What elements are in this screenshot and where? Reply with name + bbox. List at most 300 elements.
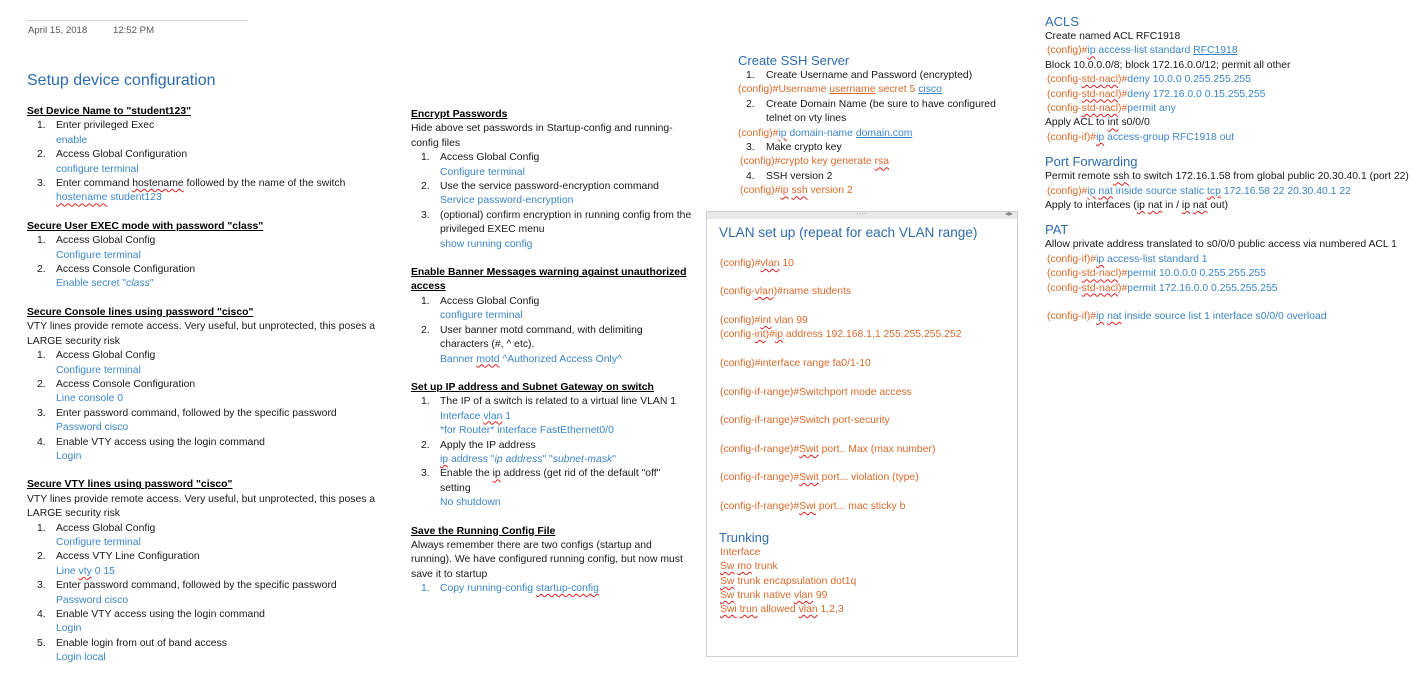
numbered-list [738,141,998,155]
text-span: (config)# [738,84,779,96]
text-span: cisco [918,84,942,96]
text-span: permit 172.16.0.0 0.255.255.255 [1127,282,1278,294]
section-heading: Set Device Name to "student123" [27,106,192,117]
text-span: (config)# [738,127,779,139]
spellcheck-flagged-word: ip [440,453,449,465]
list-number: 1. [421,396,430,408]
text-span: Access VTY Line Configuration [56,551,200,563]
numbered-list [27,234,387,292]
ssh-section[interactable] [738,53,998,69]
text-span: trunk encapsulation dot1q [734,576,857,587]
list-item [27,234,387,263]
text-span: Apply to interfaces ( [1045,200,1137,212]
text-span: Enable the [440,468,493,480]
numbered-list [411,582,693,596]
section-paragraph: VTY lines provide remote access. Very useful, but unprotected, this poses a LARGE security risk [27,321,376,347]
list-number: 2. [37,378,46,390]
list-item [27,407,387,436]
command-text: Login [56,623,82,635]
command-text: Configure terminal [56,249,141,261]
list-item [738,141,998,155]
text-span: (config- [1047,74,1082,86]
text-span: (config- [720,329,755,340]
spellcheck-flagged-word: ip [774,329,783,340]
text-span: User banner motd command, with delimiting characters (#, ^ etc). [440,324,643,351]
spellcheck-flagged-word: motd [476,353,500,365]
spellcheck-flagged-word: nat [1107,311,1122,323]
text-span: (config- [1047,88,1082,100]
list-number: 2. [37,551,46,563]
text-span: Enter command [56,178,133,190]
trunk-command [720,575,856,589]
list-item [27,263,387,292]
note-column-2[interactable] [411,108,693,597]
resize-icon[interactable]: ◂▸ [1004,209,1013,218]
note-column-1[interactable] [27,105,387,666]
text-span: Enable secret " [56,278,127,290]
text-span: access-list standard 1 [1104,253,1208,265]
text-span: Switch port-security [799,415,890,426]
list-number: 3. [421,209,430,221]
text-span: Access Console Configuration [56,378,196,390]
spellcheck-flagged-word: ip [778,127,787,139]
text-span: address (get rid of the default "off" setting [440,468,661,494]
spellcheck-flagged-word: vlan [793,590,813,601]
command-text [740,155,998,169]
section-heading: Save the Running Config File [411,525,556,537]
text-span: Access Global Config [56,350,156,362]
command-text [440,411,511,422]
text-span: Apply the IP address [440,439,536,451]
command-text [740,184,998,198]
command-text [738,83,998,97]
text-span: )# [1118,74,1128,86]
command-text: Password cisco [56,594,129,606]
section-paragraph: VTY lines provide remote access. Very useful, but unprotected, this poses a LARGE security risk [27,493,376,520]
drag-grip-icon[interactable]: ···· [856,209,867,218]
text-span: ^Authorized Access Only^ [499,353,622,365]
spellcheck-flagged-word: std-nacl [1081,88,1119,100]
command-text [56,566,115,577]
text-span: Access Global Config [56,235,156,247]
spellcheck-flagged-word: trun [739,604,758,615]
text-span: in / [1162,200,1182,212]
trunk-command [720,560,778,574]
list-item [27,522,387,551]
numbered-list [27,522,387,666]
text-span: vlan 99 [771,315,808,326]
command-text [56,278,154,289]
command-text: Configure terminal [56,536,141,548]
command-text [738,127,998,141]
text-span: 1 [502,410,512,422]
spellcheck-flagged-word: std-nacl [1081,268,1119,280]
spellcheck-flagged-word: int [1107,117,1119,129]
text-span: )# [765,329,775,340]
text-span: (config-if)# [1047,311,1097,323]
text-span: RFC1918 [1193,45,1238,57]
list-item [411,467,693,510]
spellcheck-flagged-word: int [754,329,766,340]
text-span: Access Global Config [56,522,156,534]
text-span: student123 [107,192,162,204]
list-number: 2. [37,264,46,276]
command-text [1047,310,1417,324]
text-span: permit 10.0.0.0 0.255.255.255 [1127,268,1266,280]
section-paragraph: Hide above set passwords in Startup-config and running-config files [411,123,673,149]
list-number: 1. [421,152,430,164]
command-text [1047,185,1417,199]
text-span: trunk [751,561,778,572]
text-span: Line [56,565,79,577]
text-span: Access Global Configuration [56,149,188,161]
text-span: Apply ACL to [1045,117,1108,129]
command-text: configure terminal [440,310,523,322]
text-span: Banner [440,353,477,365]
text-span: inside source list 1 interface s0/0/0 overload [1121,311,1327,323]
command-text: Login [56,450,82,462]
list-item [27,119,387,148]
text-span: username [829,84,876,96]
numbered-list [411,395,693,510]
text-span: (config)# [720,315,761,326]
text-span: followed by the name of the switch [183,178,346,190]
command-text [1047,253,1417,267]
text-span: Use the service password-encryption command [440,181,659,193]
vlan-command [720,414,890,428]
spellcheck-flagged-word: Sw [720,561,735,572]
text-line [1045,170,1417,184]
spellcheck-flagged-word: hostename [132,178,184,190]
trunking-title: Trunking [719,530,770,545]
spellcheck-flagged-word: ip [1136,200,1145,212]
text-span: " [149,278,154,290]
section-heading: Secure User EXEC mode with password "class" [27,220,264,232]
text-span: (config)# [720,358,761,369]
text-span: )# [773,286,783,297]
text-span: (config)# [720,258,761,269]
text-line [1045,199,1417,213]
text-line: Allow private address translated to s0/0/0 public access via numbered ACL 1 [1045,239,1397,251]
text-span: Create Domain Name (be sure to have configured telnet on vty lines [766,98,996,125]
list-number: 1. [421,295,430,307]
text-span: (config-if-range)# [720,415,800,426]
spellcheck-flagged-word: vlan [483,410,503,422]
trunk-command [720,603,844,617]
section-title: ACLS [1045,14,1079,29]
list-item [411,180,693,209]
spellcheck-flagged-word: vlan [760,258,780,269]
text-span: port... violation (type) [818,472,919,483]
command-text: configure terminal [56,163,139,175]
text-line: Create named ACL RFC1918 [1045,31,1181,42]
text-span: deny 10.0.0 0.255.255.255 [1127,74,1251,86]
spellcheck-flagged-word: vty [78,565,92,577]
list-number: 2. [421,324,430,336]
spellcheck-flagged-word: rsa [874,156,890,168]
text-span: trunk native [734,590,794,601]
command-text: No shutdown [440,497,501,509]
command-text [1047,267,1417,281]
spellcheck-flagged-word: ip [1087,45,1096,57]
list-item [27,349,387,378]
text-span: interface range fa0/1-10 [760,358,871,369]
list-item [411,209,693,252]
text-span: Access Global Config [440,295,540,307]
text-span: name students [782,286,852,297]
spellcheck-flagged-word: ip [1087,185,1096,197]
text-span: Make crypto key [766,142,842,154]
list-item [27,550,387,579]
trunk-command: Interface [720,547,761,558]
list-item [27,436,387,465]
text-span: The IP of a switch is related to a virtual line VLAN 1 [440,396,677,408]
title-divider [26,20,248,21]
text-span: (config- [720,286,755,297]
text-span: domain-name [786,127,856,139]
text-span: (config-if-range)# [720,387,800,398]
numbered-list [738,98,998,127]
text-span: (config-if-range)# [720,472,800,483]
command-text: Service password-encryption [440,195,574,207]
numbered-list [411,295,693,367]
text-span: Username [778,84,830,96]
text-span: 1,2,3 [817,604,844,615]
spellcheck-flagged-word: tcp [1207,185,1221,197]
spellcheck-flagged-word: startup-config [535,583,599,595]
list-number: 3. [37,407,46,419]
text-span: port... mac sticky b [815,501,906,512]
list-item [411,295,693,324]
page-title[interactable]: Setup device configuration [27,72,216,89]
note-column-right[interactable] [1045,14,1417,325]
command-text [56,192,162,203]
spellcheck-flagged-word: hostename [56,192,108,204]
list-number: 5. [37,637,46,649]
section-heading: Secure VTY lines using password "cisco" [27,479,233,491]
numbered-list [27,349,387,464]
text-span: )# [1118,282,1128,294]
text-span: Create Username and Password (encrypted) [766,70,973,81]
text-span: 172.16.58 22 20.30.40.1 22 [1220,185,1351,197]
list-number: 2. [421,181,430,193]
text-line: Block 10.0.0.0/8; block 172.16.0.0/12; permit all other [1045,59,1291,71]
command-text [1047,44,1417,58]
list-number: 1. [746,70,755,81]
section-heading: Enable Banner Messages warning against unauthorized access [411,267,687,293]
spellcheck-flagged-word: Swi [720,604,737,615]
text-span: Enable VTY access using the login command [56,436,265,448]
numbered-list [738,170,998,184]
list-number: 1. [37,522,46,534]
text-span: permit any [1127,103,1176,115]
text-span: Access Global Config [440,152,540,164]
command-text [440,454,616,465]
spellcheck-flagged-word: nat [1192,200,1208,212]
command-text [1047,102,1417,116]
note-date: April 15, 2018 [28,25,88,36]
command-text [1047,88,1417,102]
text-span: )# [1118,88,1128,100]
list-item [738,69,998,83]
list-number: 1. [37,350,46,362]
command-text: Configure terminal [56,364,141,376]
spellcheck-flagged-word: ip [1096,253,1105,265]
text-span: out) [1207,200,1229,212]
vlan-command [720,386,912,400]
vlan-command [720,328,962,342]
list-number: 3. [37,178,46,190]
text-span: Copy running-config [440,583,536,595]
text-span: access-list standard [1095,45,1194,57]
section-title: Port Forwarding [1045,154,1138,170]
text-span: port.. Max (max number) [818,444,936,455]
list-item [27,579,387,608]
spellcheck-flagged-word: vlan [798,604,818,615]
text-span: 0 15 [91,565,115,577]
text-span: deny 172.16.0.0 0.15.255.255 [1127,88,1266,100]
text-span: " " [542,453,553,465]
vlan-command [720,500,905,514]
text-span: SSH version 2 [766,170,833,182]
list-number: 3. [746,142,755,154]
section-heading: Set up IP address and Subnet Gateway on switch [411,381,654,393]
list-number: 1. [37,120,46,132]
spellcheck-flagged-word: Swit [799,472,819,483]
text-span: (config)# [1047,45,1088,57]
ssh-steps[interactable] [738,69,998,199]
spellcheck-flagged-word: nat [1098,185,1113,197]
numbered-list [411,151,693,252]
spellcheck-flagged-word: ssh [1113,171,1130,183]
text-span: inside source static [1112,185,1208,197]
list-item [738,98,998,127]
text-span: )# [1118,268,1128,280]
text-span: (config)# [740,156,781,168]
list-item [411,324,693,367]
list-item [27,177,387,206]
text-span: Interface [440,410,484,422]
text-span: (config-if-range)# [720,501,800,512]
trunk-command [720,589,827,603]
spellcheck-flagged-word: std-nacl [1081,282,1119,294]
text-span: Enter password command, followed by the specific password [56,580,337,592]
command-text: Login local [56,652,106,664]
text-span: (config-if)# [1047,131,1097,143]
text-span: Switchport mode access [799,387,912,398]
text-span: Enter privileged Exec [56,120,155,132]
spellcheck-flagged-word: Swi [799,501,816,512]
command-text [1047,282,1417,296]
section-heading: Encrypt Passwords [411,109,508,120]
text-span: address 192.168.1.1 255.255.255.252 [782,329,962,340]
list-number: 1. [37,235,46,247]
text-span: (config-if)# [1047,253,1097,265]
vlan-title: VLAN set up (repeat for each VLAN range) [719,225,978,240]
section-title: PAT [1045,222,1069,238]
vlan-command [720,314,808,328]
spellcheck-flagged-word: ip [1181,200,1190,212]
container-drag-handle[interactable] [707,209,1017,219]
spellcheck-flagged-word: vlan [754,286,774,297]
text-span: (optional) confirm encryption in running config from the privileged EXEC menu [440,209,692,236]
note-time: 12:52 PM [113,25,155,36]
command-text [1047,131,1417,145]
spellcheck-flagged-word: std-nacl [1081,103,1119,115]
command-text: Password cisco [56,422,129,434]
text-line [1045,116,1417,130]
vlan-command [720,285,851,299]
text-span: Enable login from out of band access [56,637,227,649]
command-text: *for Router* interface FastEthernet0/0 [440,425,614,437]
text-span: Enter password command, followed by the specific password [56,407,337,419]
text-span: 10 [779,258,794,269]
vlan-command [720,471,919,485]
text-span: ip address [494,453,543,465]
list-number: 4. [37,609,46,620]
spellcheck-flagged-word: ssh [791,185,808,197]
text-span: (config- [1047,282,1082,294]
list-number: 2. [37,149,46,161]
spellcheck-flagged-word: ip [780,185,789,197]
numbered-list [27,119,387,205]
vlan-command [720,257,794,271]
spellcheck-flagged-word: nat [1147,200,1163,212]
text-span: version 2 [807,185,853,197]
command-text: Configure terminal [440,166,525,178]
list-number: 3. [37,580,46,592]
text-span: domain.com [855,127,913,139]
vlan-command [720,357,871,371]
command-text [1047,73,1417,87]
list-item [27,608,387,637]
text-span: address " [448,453,495,465]
list-item [411,582,693,596]
list-item [27,148,387,177]
text-span: Permit remote [1045,171,1114,183]
section-paragraph: Always remember there are two configs (startup and running). We have configured running config, but now must save it to startup [411,539,683,580]
section-heading: Secure Console lines using password "cisco" [27,306,254,318]
text-span: secret 5 [875,84,919,96]
spellcheck-flagged-word: Swit [799,444,819,455]
list-item [411,395,693,438]
spellcheck-flagged-word: mo [737,561,752,572]
text-span: (config)# [740,185,781,197]
text-span: )# [1118,103,1128,115]
text-span: (config- [1047,103,1082,115]
list-number: 4. [746,170,755,182]
text-span: subnet-mask [552,453,613,465]
spellcheck-flagged-word: ip [1096,311,1105,323]
spellcheck-flagged-word: int [760,315,772,326]
text-span: (config-if-range)# [720,444,800,455]
command-text: show running config [440,238,533,250]
text-span: 99 [813,590,828,601]
list-item [738,170,998,184]
command-text: Line console 0 [56,393,124,405]
section-title: Create SSH Server [738,53,850,68]
list-number: 1. [421,583,430,595]
list-number: 4. [37,436,46,448]
numbered-list [738,69,998,83]
list-item [27,378,387,407]
text-span: " [612,453,616,465]
list-item [27,637,387,666]
spellcheck-flagged-word: ip [492,468,501,480]
text-span: Enable VTY access using the login command [56,609,265,620]
text-span: s0/0/0 [1118,117,1150,129]
list-number: 2. [421,439,430,451]
